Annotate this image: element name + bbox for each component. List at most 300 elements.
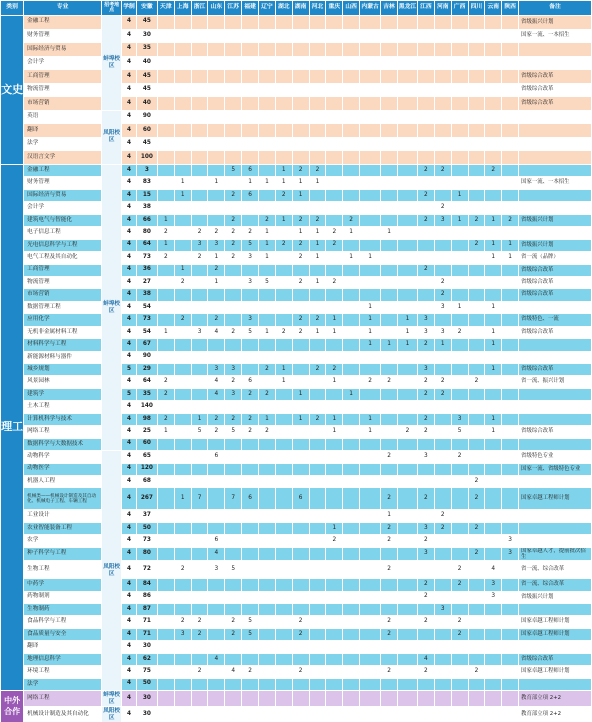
province-quota-cell (157, 110, 174, 124)
campus-cell: 蚌埠校区 (103, 691, 121, 705)
province-quota-cell (397, 137, 417, 151)
province-quota-cell (343, 110, 360, 124)
province-quota-cell (208, 401, 225, 413)
province-quota-cell (275, 202, 292, 214)
province-quota-cell: 1 (309, 239, 326, 251)
major-name: 应用化学 (24, 314, 102, 326)
province-quota-cell (397, 653, 417, 665)
province-quota-cell: 1 (157, 239, 174, 251)
province-quota-cell (397, 413, 417, 425)
header-cell: 重庆 (326, 1, 343, 16)
province-quota-cell (502, 653, 519, 665)
province-quota-cell (191, 137, 208, 151)
major-name: 材料科学与工程 (24, 339, 102, 351)
province-quota-cell: 2 (451, 579, 468, 591)
province-quota-cell (309, 137, 326, 151)
province-quota-cell (397, 591, 417, 603)
province-quota-cell: 2 (417, 591, 434, 603)
province-quota-cell (417, 628, 434, 640)
province-quota-cell: 1 (208, 276, 225, 288)
major-name: 工业设计 (24, 510, 102, 522)
table-row (1, 678, 592, 690)
remark-cell (519, 339, 592, 351)
province-quota-cell (434, 616, 451, 628)
province-quota-cell (485, 29, 502, 43)
major-name: 光电信息科学与工程 (24, 239, 102, 251)
province-quota-cell (309, 376, 326, 388)
remark-cell (519, 535, 592, 547)
province-quota-cell (360, 29, 381, 43)
province-quota-cell (191, 691, 208, 707)
province-quota-cell (259, 376, 276, 388)
province-quota-cell (292, 547, 309, 560)
province-quota-cell (259, 522, 276, 534)
province-quota-cell (292, 16, 309, 30)
duration-cell: 4 (122, 70, 137, 84)
province-quota-cell (259, 165, 276, 177)
province-quota-cell (326, 29, 343, 43)
province-quota-cell (225, 289, 242, 301)
province-quota-cell (434, 678, 451, 690)
remark-cell: 教育部立项 2+2 (519, 707, 592, 722)
province-quota-cell (434, 438, 451, 450)
province-quota-cell (381, 401, 398, 413)
province-quota-cell: 6 (242, 488, 259, 510)
province-quota-cell: 2 (242, 666, 259, 678)
province-quota-cell (381, 579, 398, 591)
province-quota-cell: 3 (208, 561, 225, 579)
province-quota-cell (225, 202, 242, 214)
major-name: 市场营销 (24, 289, 102, 301)
anhui-quota-cell: 50 (136, 522, 157, 534)
province-quota-cell (434, 561, 451, 579)
province-quota-cell (451, 707, 468, 722)
major-name: 农学 (24, 535, 102, 547)
remark-cell: 省一流、振兴计划 (519, 376, 592, 388)
province-quota-cell (275, 252, 292, 264)
table-row (1, 707, 592, 722)
anhui-quota-cell: 3 (136, 165, 157, 177)
province-quota-cell (242, 475, 259, 487)
table-row (1, 579, 592, 591)
province-quota-cell (174, 401, 191, 413)
province-quota-cell (360, 691, 381, 707)
anhui-quota-cell: 40 (136, 97, 157, 111)
province-quota-cell (397, 289, 417, 301)
province-quota-cell (157, 401, 174, 413)
province-quota-cell (242, 653, 259, 665)
anhui-quota-cell: 98 (136, 413, 157, 425)
province-quota-cell (434, 227, 451, 239)
province-quota-cell: 3 (434, 603, 451, 615)
province-quota-cell: 2 (309, 314, 326, 326)
province-quota-cell (259, 124, 276, 138)
header-cell: 类别 (1, 1, 24, 16)
province-quota-cell (502, 691, 519, 707)
province-quota-cell: 1 (434, 339, 451, 351)
province-quota-cell: 5 (225, 165, 242, 177)
province-quota-cell (242, 339, 259, 351)
province-quota-cell (174, 239, 191, 251)
province-quota-cell: 2 (417, 666, 434, 678)
province-quota-cell (309, 616, 326, 628)
anhui-quota-cell: 73 (136, 252, 157, 264)
province-quota-cell (292, 463, 309, 475)
province-quota-cell (451, 16, 468, 30)
province-quota-cell: 1 (360, 413, 381, 425)
province-quota-cell (174, 413, 191, 425)
province-quota-cell (434, 475, 451, 487)
province-quota-cell (434, 628, 451, 640)
province-quota-cell (225, 535, 242, 547)
province-quota-cell: 4 (208, 326, 225, 338)
province-quota-cell (434, 29, 451, 43)
province-quota-cell (292, 264, 309, 276)
province-quota-cell (381, 691, 398, 707)
duration-cell: 4 (122, 438, 137, 450)
province-quota-cell (191, 376, 208, 388)
province-quota-cell (275, 641, 292, 653)
province-quota-cell (259, 591, 276, 603)
province-quota-cell (208, 151, 225, 165)
table-row (1, 252, 592, 264)
province-quota-cell (309, 29, 326, 43)
province-quota-cell (225, 43, 242, 57)
province-quota-cell (326, 214, 343, 226)
province-quota-cell: 1 (275, 177, 292, 189)
province-quota-cell (242, 83, 259, 97)
province-quota-cell (191, 475, 208, 487)
province-quota-cell (434, 691, 451, 707)
province-quota-cell (397, 579, 417, 591)
province-quota-cell (417, 137, 434, 151)
province-quota-cell (225, 70, 242, 84)
province-quota-cell (343, 707, 360, 722)
province-quota-cell (343, 561, 360, 579)
province-quota-cell (360, 510, 381, 522)
province-quota-cell (242, 691, 259, 707)
province-quota-cell: 1 (157, 214, 174, 226)
province-quota-cell (397, 364, 417, 376)
major-name: 翻译 (24, 641, 102, 653)
province-quota-cell: 1 (485, 239, 502, 251)
province-quota-cell: 1 (259, 177, 276, 189)
province-quota-cell (434, 43, 451, 57)
province-quota-cell: 2 (292, 252, 309, 264)
province-quota-cell (381, 678, 398, 690)
table-row (1, 364, 592, 376)
table-row (1, 475, 592, 487)
major-name: 数据管理工程 (24, 301, 102, 313)
province-quota-cell (225, 83, 242, 97)
province-quota-cell (292, 110, 309, 124)
province-quota-cell (242, 97, 259, 111)
province-quota-cell: 3 (191, 239, 208, 251)
duration-cell: 4 (122, 227, 137, 239)
province-quota-cell (485, 547, 502, 560)
province-quota-cell: 1 (292, 227, 309, 239)
province-quota-cell (309, 522, 326, 534)
province-quota-cell (275, 137, 292, 151)
province-quota-cell (451, 388, 468, 400)
anhui-quota-cell: 27 (136, 276, 157, 288)
province-quota-cell (468, 301, 485, 313)
province-quota-cell (417, 289, 434, 301)
province-quota-cell: 3 (225, 364, 242, 376)
duration-cell: 4 (122, 252, 137, 264)
province-quota-cell: 2 (208, 426, 225, 438)
major-name: 电子信息工程 (24, 227, 102, 239)
province-quota-cell (157, 289, 174, 301)
province-quota-cell (292, 56, 309, 70)
province-quota-cell (292, 426, 309, 438)
province-quota-cell (343, 137, 360, 151)
province-quota-cell (157, 628, 174, 640)
province-quota-cell (157, 591, 174, 603)
duration-cell: 4 (122, 97, 137, 111)
province-quota-cell: 3 (208, 239, 225, 251)
duration-cell: 4 (122, 151, 137, 165)
remark-cell: 省级振兴计划 (519, 591, 592, 603)
province-quota-cell (174, 301, 191, 313)
table-row (1, 522, 592, 534)
major-name: 汉语言文学 (24, 151, 102, 165)
province-quota-cell (326, 56, 343, 70)
anhui-quota-cell: 45 (136, 137, 157, 151)
major-name: 动物医学 (24, 463, 102, 475)
province-quota-cell (191, 463, 208, 475)
province-quota-cell (309, 641, 326, 653)
province-quota-cell (434, 579, 451, 591)
province-quota-cell (397, 628, 417, 640)
remark-cell: 省级综合改革 (519, 264, 592, 276)
province-quota-cell (259, 301, 276, 313)
province-quota-cell (468, 426, 485, 438)
province-quota-cell: 1 (343, 252, 360, 264)
table-row (1, 535, 592, 547)
province-quota-cell: 1 (275, 165, 292, 177)
province-quota-cell: 2 (191, 666, 208, 678)
province-quota-cell (191, 83, 208, 97)
province-quota-cell (381, 653, 398, 665)
province-quota-cell (208, 289, 225, 301)
province-quota-cell (225, 276, 242, 288)
province-quota-cell: 3 (451, 413, 468, 425)
province-quota-cell: 2 (434, 289, 451, 301)
province-quota-cell (275, 535, 292, 547)
province-quota-cell (225, 653, 242, 665)
province-quota-cell (360, 16, 381, 30)
province-quota-cell: 1 (485, 252, 502, 264)
province-quota-cell (309, 591, 326, 603)
province-quota-cell (485, 177, 502, 189)
province-quota-cell (434, 547, 451, 560)
anhui-quota-cell: 120 (136, 463, 157, 475)
remark-cell: 省级特色专业 (519, 451, 592, 463)
remark-cell: 省级特色、一流 (519, 314, 592, 326)
province-quota-cell (381, 151, 398, 165)
duration-cell: 4 (122, 29, 137, 43)
province-quota-cell (468, 314, 485, 326)
major-name: 生物制药 (24, 603, 102, 615)
province-quota-cell (309, 110, 326, 124)
anhui-quota-cell: 29 (136, 364, 157, 376)
province-quota-cell (275, 510, 292, 522)
province-quota-cell (275, 227, 292, 239)
province-quota-cell (292, 289, 309, 301)
province-quota-cell (259, 666, 276, 678)
major-name: 无机非金属材料工程 (24, 326, 102, 338)
table-header-row (1, 1, 592, 16)
province-quota-cell: 2 (381, 666, 398, 678)
province-quota-cell (485, 488, 502, 510)
duration-cell: 4 (122, 426, 137, 438)
header-cell: 山西 (343, 1, 360, 16)
province-quota-cell (309, 56, 326, 70)
province-quota-cell (381, 110, 398, 124)
province-quota-cell (174, 214, 191, 226)
province-quota-cell (485, 438, 502, 450)
province-quota-cell: 3 (417, 522, 434, 534)
province-quota-cell (434, 707, 451, 722)
province-quota-cell: 2 (451, 628, 468, 640)
province-quota-cell (191, 29, 208, 43)
province-quota-cell (157, 314, 174, 326)
province-quota-cell (434, 413, 451, 425)
province-quota-cell (174, 364, 191, 376)
province-quota-cell (208, 488, 225, 510)
province-quota-cell (191, 264, 208, 276)
province-quota-cell (468, 227, 485, 239)
province-quota-cell (259, 535, 276, 547)
province-quota-cell (292, 364, 309, 376)
duration-cell: 5 (122, 388, 137, 400)
province-quota-cell (225, 510, 242, 522)
province-quota-cell (208, 522, 225, 534)
province-quota-cell: 2 (208, 227, 225, 239)
province-quota-cell (225, 401, 242, 413)
province-quota-cell (417, 239, 434, 251)
province-quota-cell (502, 413, 519, 425)
province-quota-cell (208, 70, 225, 84)
province-quota-cell (259, 202, 276, 214)
province-quota-cell: 1 (208, 252, 225, 264)
province-quota-cell (309, 401, 326, 413)
province-quota-cell: 2 (485, 165, 502, 177)
province-quota-cell: 1 (275, 376, 292, 388)
header-cell: 上海 (174, 1, 191, 16)
province-quota-cell: 2 (157, 227, 174, 239)
province-quota-cell (259, 264, 276, 276)
province-quota-cell (174, 339, 191, 351)
province-quota-cell (292, 351, 309, 363)
province-quota-cell (381, 43, 398, 57)
province-quota-cell (417, 561, 434, 579)
province-quota-cell (242, 301, 259, 313)
province-quota-cell: 2 (381, 535, 398, 547)
province-quota-cell (343, 364, 360, 376)
header-cell: 福建 (242, 1, 259, 16)
province-quota-cell (417, 276, 434, 288)
province-quota-cell (242, 364, 259, 376)
province-quota-cell: 3 (417, 326, 434, 338)
province-quota-cell (191, 110, 208, 124)
anhui-quota-cell: 100 (136, 151, 157, 165)
province-quota-cell (502, 488, 519, 510)
province-quota-cell (397, 177, 417, 189)
province-quota-cell (451, 137, 468, 151)
province-quota-cell (292, 691, 309, 707)
province-quota-cell (360, 522, 381, 534)
province-quota-cell: 3 (485, 591, 502, 603)
province-quota-cell (157, 579, 174, 591)
province-quota-cell: 6 (208, 535, 225, 547)
province-quota-cell (485, 376, 502, 388)
province-quota-cell (174, 227, 191, 239)
province-quota-cell (485, 83, 502, 97)
province-quota-cell (485, 314, 502, 326)
province-quota-cell (485, 70, 502, 84)
province-quota-cell: 3 (174, 628, 191, 640)
province-quota-cell (174, 289, 191, 301)
header-cell: 学制 (122, 1, 137, 16)
province-quota-cell: 1 (360, 326, 381, 338)
table-row (1, 616, 592, 628)
province-quota-cell (275, 339, 292, 351)
major-name: 建筑电气与智能化 (24, 214, 102, 226)
province-quota-cell: 1 (485, 426, 502, 438)
province-quota-cell (502, 561, 519, 579)
duration-cell: 5 (122, 364, 137, 376)
province-quota-cell: 2 (275, 239, 292, 251)
province-quota-cell: 2 (225, 252, 242, 264)
province-quota-cell (225, 110, 242, 124)
major-name: 机械设计制造及其自动化 (24, 707, 102, 722)
province-quota-cell (502, 314, 519, 326)
province-quota-cell (360, 202, 381, 214)
province-quota-cell: 2 (326, 239, 343, 251)
province-quota-cell (174, 124, 191, 138)
province-quota-cell (343, 522, 360, 534)
province-quota-cell (434, 177, 451, 189)
anhui-quota-cell: 72 (136, 561, 157, 579)
province-quota-cell (343, 289, 360, 301)
province-quota-cell (275, 691, 292, 707)
province-quota-cell (502, 124, 519, 138)
province-quota-cell (360, 276, 381, 288)
province-quota-cell: 2 (417, 413, 434, 425)
anhui-quota-cell: 66 (136, 214, 157, 226)
province-quota-cell (451, 591, 468, 603)
province-quota-cell (275, 591, 292, 603)
province-quota-cell (451, 264, 468, 276)
province-quota-cell: 2 (468, 522, 485, 534)
province-quota-cell (174, 29, 191, 43)
province-quota-cell (360, 110, 381, 124)
province-quota-cell: 5 (242, 326, 259, 338)
province-quota-cell (225, 678, 242, 690)
province-quota-cell (360, 628, 381, 640)
province-quota-cell (502, 438, 519, 450)
remark-cell (519, 641, 592, 653)
remark-cell: 国家卓越工程师计划 (519, 666, 592, 678)
anhui-quota-cell: 45 (136, 83, 157, 97)
province-quota-cell (326, 603, 343, 615)
province-quota-cell (275, 301, 292, 313)
province-quota-cell (275, 616, 292, 628)
province-quota-cell (275, 522, 292, 534)
province-quota-cell (275, 475, 292, 487)
